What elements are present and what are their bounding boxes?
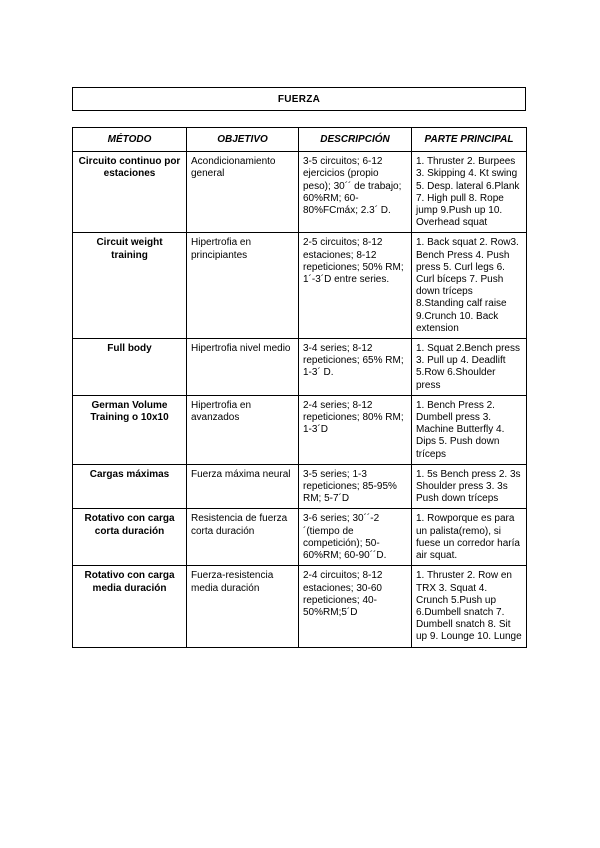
cell-metodo: Circuito continuo por estaciones [73, 152, 187, 233]
page-title: FUERZA [72, 87, 526, 111]
cell-parte-principal: 1. Back squat 2. Row3. Bench Press 4. Push press 5. Curl legs 6. Curl bíceps 7. Push down tríceps 8.Standing calf raise 9.Crunch 10. Back extension [412, 233, 527, 339]
cell-objetivo: Hipertrofia en avanzados [187, 395, 299, 464]
cell-parte-principal: 1. Bench Press 2. Dumbell press 3. Machine Butterfly 4. Dips 5. Push down tríceps [412, 395, 527, 464]
cell-parte-principal: 1. 5s Bench press 2. 3s Shoulder press 3. 3s Push down tríceps [412, 464, 527, 509]
table-row [73, 395, 527, 464]
cell-descripcion: 2-4 series; 8-12 repeticiones; 80% RM; 1-3´D [299, 395, 412, 464]
header-descripcion: DESCRIPCIÓN [299, 128, 412, 152]
cell-parte-principal: 1. Thruster 2. Burpees 3. Skipping 4. Kt swing 5. Desp. lateral 6.Plank 7. High pull 8. Rope jump 9.Push up 10. Overhead squat [412, 152, 527, 233]
cell-objetivo: Fuerza máxima neural [187, 464, 299, 509]
table-row [73, 464, 527, 509]
methods-table [72, 127, 527, 648]
cell-descripcion: 2-4 circuitos; 8-12 estaciones; 30-60 repeticiones; 40-50%RM;5´D [299, 566, 412, 647]
cell-objetivo: Hipertrofia en principiantes [187, 233, 299, 339]
cell-objetivo: Hipertrofia nivel medio [187, 339, 299, 396]
table-header-row [73, 128, 527, 152]
table-row [73, 509, 527, 566]
table-row [73, 339, 527, 396]
cell-metodo: Cargas máximas [73, 464, 187, 509]
cell-descripcion: 3-5 circuitos; 6-12 ejercicios (propio peso); 30´´ de trabajo; 60%RM; 60-80%FCmáx; 2.3´ D. [299, 152, 412, 233]
cell-parte-principal: 1. Thruster 2. Row en TRX 3. Squat 4. Crunch 5.Push up 6.Dumbell snatch 7. Dumbell snatch 8. Sit up 9. Lounge 10. Lunge [412, 566, 527, 647]
cell-objetivo: Acondicionamiento general [187, 152, 299, 233]
cell-descripcion: 3-5 series; 1-3 repeticiones; 85-95% RM; 5-7´D [299, 464, 412, 509]
cell-metodo: German Volume Training o 10x10 [73, 395, 187, 464]
cell-objetivo: Fuerza-resistencia media duración [187, 566, 299, 647]
table-row [73, 233, 527, 339]
header-parte-principal: PARTE PRINCIPAL [412, 128, 527, 152]
cell-descripcion: 2-5 circuitos; 8-12 estaciones; 8-12 repeticiones; 50% RM; 1´-3´D entre series. [299, 233, 412, 339]
cell-objetivo: Resistencia de fuerza corta duración [187, 509, 299, 566]
header-objetivo: OBJETIVO [187, 128, 299, 152]
cell-descripcion: 3-4 series; 8-12 repeticiones; 65% RM; 1-3´ D. [299, 339, 412, 396]
table-row [73, 152, 527, 233]
header-metodo: MÉTODO [73, 128, 187, 152]
cell-metodo: Full body [73, 339, 187, 396]
cell-metodo: Rotativo con carga media duración [73, 566, 187, 647]
cell-parte-principal: 1. Squat 2.Bench press 3. Pull up 4. Deadlift 5.Row 6.Shoulder press [412, 339, 527, 396]
cell-descripcion: 3-6 series; 30´´-2´(tiempo de competición); 50-60%RM; 60-90´´D. [299, 509, 412, 566]
cell-parte-principal: 1. Rowporque es para un palista(remo), si fuese un corredor haría air squat. [412, 509, 527, 566]
table-row [73, 566, 527, 647]
cell-metodo: Rotativo con carga corta duración [73, 509, 187, 566]
cell-metodo: Circuit weight training [73, 233, 187, 339]
